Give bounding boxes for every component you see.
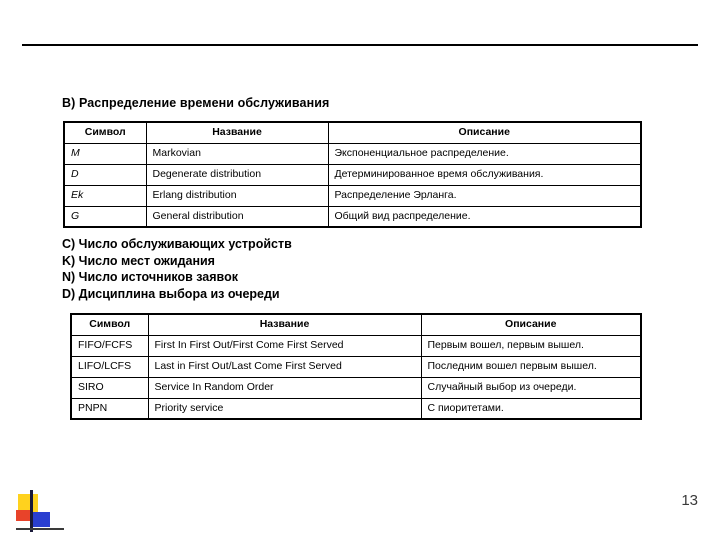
table-header [64, 122, 641, 143]
cell-description: Распределение Эрланга. [328, 185, 641, 206]
cell-name: Degenerate distribution [146, 164, 328, 185]
cell-symbol: G [64, 206, 146, 227]
cell-description: Экспоненциальное распределение. [328, 143, 641, 164]
table-row [64, 185, 641, 206]
cell-name: Last in First Out/Last Come First Served [148, 356, 421, 377]
table-row [71, 335, 641, 356]
column-header-name: Название [146, 122, 328, 143]
cell-name: Markovian [146, 143, 328, 164]
colored-squares-mark-icon [14, 488, 66, 536]
cell-symbol: LIFO/LCFS [71, 356, 148, 377]
cell-description: Детерминированное время обслуживания. [328, 164, 641, 185]
column-header-description: Описание [328, 122, 641, 143]
page-number: 13 [681, 492, 698, 509]
cell-symbol: SIRO [71, 377, 148, 398]
queue-discipline-table [70, 313, 642, 420]
header-divider-rule [22, 44, 698, 46]
column-header-symbol: Символ [71, 314, 148, 335]
list-item: C) Число обслуживающих устройств [62, 237, 292, 251]
service-distribution-table [63, 121, 642, 228]
cell-symbol: M [64, 143, 146, 164]
table-body [64, 143, 641, 227]
list-item: K) Число мест ожидания [62, 253, 215, 268]
cell-description: Случайный выбор из очереди. [421, 377, 641, 398]
cell-description: Общий вид распределение. [328, 206, 641, 227]
table-header-row [71, 314, 641, 335]
cell-description: Первым вошел, первым вышел. [421, 335, 641, 356]
table-body [71, 335, 641, 419]
cell-name: Erlang distribution [146, 185, 328, 206]
cell-name: General distribution [146, 206, 328, 227]
cell-description: Последним вошел первым вышел. [421, 356, 641, 377]
table-row [64, 143, 641, 164]
table-row [64, 164, 641, 185]
table-header-row [64, 122, 641, 143]
cell-symbol: PNPN [71, 398, 148, 419]
cell-symbol: D [64, 164, 146, 185]
list-item: D) Дисциплина выбора из очереди [62, 286, 280, 301]
cell-description: С пиоритетами. [421, 398, 641, 419]
list-item: N) Число источников заявок [62, 270, 238, 284]
cell-name: First In First Out/First Come First Served [148, 335, 421, 356]
column-header-description: Описание [421, 314, 641, 335]
cell-name: Service In Random Order [148, 377, 421, 398]
column-header-symbol: Символ [64, 122, 146, 143]
table-row [71, 356, 641, 377]
table-header [71, 314, 641, 335]
cell-name: Priority service [148, 398, 421, 419]
page-title: B) Распределение времени обслуживания [62, 96, 330, 110]
column-header-name: Название [148, 314, 421, 335]
table-row [64, 206, 641, 227]
cell-symbol: Ek [64, 185, 146, 206]
parameter-list [62, 236, 292, 302]
cell-symbol: FIFO/FCFS [71, 335, 148, 356]
table-row [71, 398, 641, 419]
table-row [71, 377, 641, 398]
